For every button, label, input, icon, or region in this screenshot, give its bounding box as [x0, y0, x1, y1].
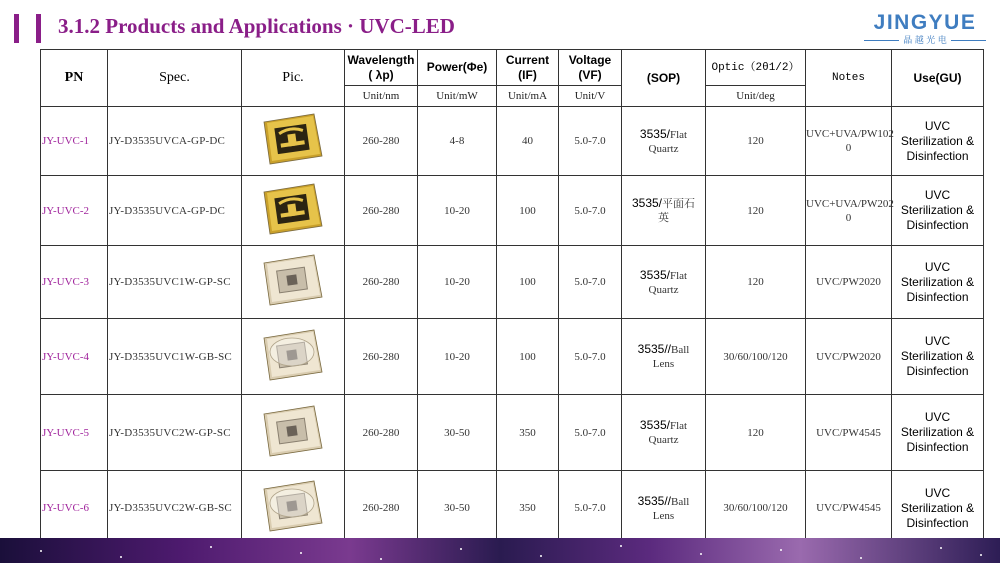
title-accent-bar-right — [36, 14, 41, 43]
unit-current: Unit/mA — [497, 86, 559, 107]
header-sop: (SOP) — [622, 50, 706, 107]
title-accent-bar-left — [14, 14, 19, 43]
wavelength-value: 260-280 — [345, 319, 418, 395]
part-number: JY-UVC-4 — [41, 319, 108, 395]
logo-wordmark: JINGYUE — [873, 11, 977, 34]
product-row — [41, 471, 984, 546]
header-use: Use(GU) — [892, 50, 984, 107]
voltage-value: 5.0-7.0 — [559, 319, 622, 395]
product-row — [41, 176, 984, 246]
star-decoration — [940, 547, 942, 549]
header-pn: PN — [41, 50, 108, 107]
star-decoration — [980, 554, 982, 556]
page-title: 3.1.2 Products and Applications · UVC-LED — [58, 14, 455, 38]
header-notes: Notes — [806, 50, 892, 107]
led-package-image — [242, 319, 345, 395]
company-logo — [864, 12, 986, 45]
spec-code: JY-D3535UVCA-GP-DC — [108, 176, 242, 246]
current-value: 100 — [497, 319, 559, 395]
star-decoration — [540, 555, 542, 557]
sop-value: 3535/Flat Quartz — [622, 395, 706, 471]
notes-value: UVC/PW2020 — [806, 319, 892, 395]
use-value: UVC Sterilization & Disinfection — [892, 395, 984, 471]
current-value: 40 — [497, 107, 559, 176]
star-decoration — [380, 558, 382, 560]
use-value: UVC Sterilization & Disinfection — [892, 246, 984, 319]
led-package-image — [242, 246, 345, 319]
notes-value: UVC+UVA/PW102 0 — [806, 107, 892, 176]
power-value: 30-50 — [418, 395, 497, 471]
unit-wavelength: Unit/nm — [345, 86, 418, 107]
led-package-image — [242, 176, 345, 246]
part-number: JY-UVC-5 — [41, 395, 108, 471]
voltage-value: 5.0-7.0 — [559, 395, 622, 471]
spec-code: JY-D3535UVC1W-GB-SC — [108, 319, 242, 395]
product-row — [41, 107, 984, 176]
optic-value: 120 — [706, 176, 806, 246]
spec-code: JY-D3535UVC2W-GP-SC — [108, 395, 242, 471]
notes-value: UVC/PW4545 — [806, 395, 892, 471]
part-number: JY-UVC-2 — [41, 176, 108, 246]
part-number: JY-UVC-1 — [41, 107, 108, 176]
product-spec-table — [40, 49, 984, 546]
star-decoration — [120, 556, 122, 558]
optic-value: 30/60/100/120 — [706, 471, 806, 546]
use-value: UVC Sterilization & Disinfection — [892, 176, 984, 246]
led-package-image — [242, 471, 345, 546]
wavelength-value: 260-280 — [345, 471, 418, 546]
wavelength-value: 260-280 — [345, 246, 418, 319]
optic-value: 30/60/100/120 — [706, 319, 806, 395]
header-wavelength: Wavelength ( λp) — [345, 50, 418, 86]
star-decoration — [620, 545, 622, 547]
part-number: JY-UVC-3 — [41, 246, 108, 319]
use-value: UVC Sterilization & Disinfection — [892, 319, 984, 395]
voltage-value: 5.0-7.0 — [559, 471, 622, 546]
product-row — [41, 319, 984, 395]
notes-value: UVC/PW2020 — [806, 246, 892, 319]
star-decoration — [300, 552, 302, 554]
led-package-image — [242, 395, 345, 471]
sop-value: 3535/Flat Quartz — [622, 246, 706, 319]
wavelength-value: 260-280 — [345, 176, 418, 246]
notes-value: UVC/PW4545 — [806, 471, 892, 546]
header-power: Power(Φe) — [418, 50, 497, 86]
power-value: 10-20 — [418, 176, 497, 246]
star-decoration — [210, 546, 212, 548]
unit-voltage: Unit/V — [559, 86, 622, 107]
power-value: 4-8 — [418, 107, 497, 176]
spec-code: JY-D3535UVC1W-GP-SC — [108, 246, 242, 319]
sop-value: 3535/Flat Quartz — [622, 107, 706, 176]
star-decoration — [700, 553, 702, 555]
sop-value: 3535//Ball Lens — [622, 319, 706, 395]
power-value: 10-20 — [418, 246, 497, 319]
header-optic: Optic（2θ1/2） — [706, 50, 806, 86]
use-value: UVC Sterilization & Disinfection — [892, 471, 984, 546]
unit-optic: Unit/deg — [706, 86, 806, 107]
sop-value: 3535/平面石 英 — [622, 176, 706, 246]
part-number: JY-UVC-6 — [41, 471, 108, 546]
wavelength-value: 260-280 — [345, 395, 418, 471]
current-value: 100 — [497, 176, 559, 246]
voltage-value: 5.0-7.0 — [559, 176, 622, 246]
led-package-image — [242, 107, 345, 176]
star-decoration — [40, 550, 42, 552]
unit-power: Unit/mW — [418, 86, 497, 107]
wavelength-value: 260-280 — [345, 107, 418, 176]
star-decoration — [860, 557, 862, 559]
header-pic: Pic. — [242, 50, 345, 107]
current-value: 100 — [497, 246, 559, 319]
current-value: 350 — [497, 395, 559, 471]
current-value: 350 — [497, 471, 559, 546]
optic-value: 120 — [706, 395, 806, 471]
header-current: Current (IF) — [497, 50, 559, 86]
star-decoration — [780, 549, 782, 551]
product-row — [41, 395, 984, 471]
logo-subtitle: 晶 越 光 电 — [864, 35, 986, 45]
optic-value: 120 — [706, 107, 806, 176]
notes-value: UVC+UVA/PW202 0 — [806, 176, 892, 246]
product-row — [41, 246, 984, 319]
spec-code: JY-D3535UVC2W-GB-SC — [108, 471, 242, 546]
star-decoration — [460, 548, 462, 550]
power-value: 10-20 — [418, 319, 497, 395]
voltage-value: 5.0-7.0 — [559, 246, 622, 319]
header-spec: Spec. — [108, 50, 242, 107]
footer-galaxy-band — [0, 538, 1000, 563]
header-row — [41, 50, 984, 86]
optic-value: 120 — [706, 246, 806, 319]
use-value: UVC Sterilization & Disinfection — [892, 107, 984, 176]
header-voltage: Voltage (VF) — [559, 50, 622, 86]
power-value: 30-50 — [418, 471, 497, 546]
voltage-value: 5.0-7.0 — [559, 107, 622, 176]
spec-code: JY-D3535UVCA-GP-DC — [108, 107, 242, 176]
sop-value: 3535//Ball Lens — [622, 471, 706, 546]
